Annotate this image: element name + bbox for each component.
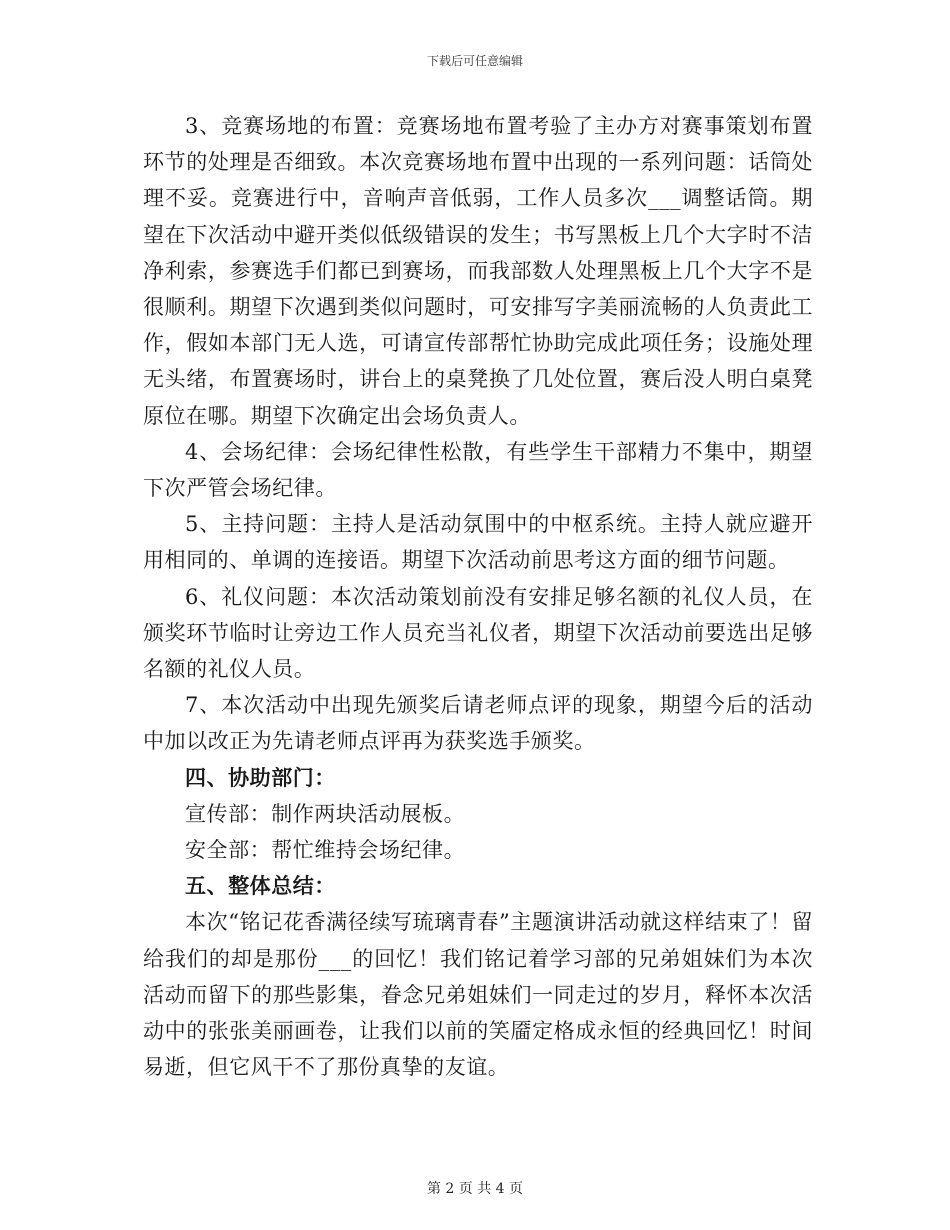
paragraph-summary: 本次“铭记花香满径续写琉璃青春”主题演讲活动就这样结束了！留给我们的却是那份___的回忆！我们铭记着学习部的兄弟姐妹们为本次活动而留下的那些影集，眷念兄弟姐妹们一同走过的岁月，释怀本次活动中的张张美丽画卷，让我们以前的笑靥定格成永恒的经典回忆！时间易逝，但它风干不了那份真挚的友谊。 [143,910,813,1080]
paragraph-host-issue: 5、主持问题：主持人是活动氛围中的中枢系统。主持人就应避开用相同的、单调的连接语。期望下次活动前思考这方面的细节问题。 [143,512,813,573]
paragraph-venue-discipline: 4、会场纪律：会场纪律性松散，有些学生干部精力不集中，期望下次严管会场纪律。 [143,439,813,501]
section-heading-overall-summary: 五、整体总结： [185,873,336,899]
paragraph-venue-layout: 3、竞赛场地的布置：竞赛场地布置考验了主办方对赛事策划布置环节的处理是否细致。本次竞赛场地布置中出现的一系列问题：话筒处理不妥。竞赛进行中，音响声音低弱，工作人员多次___调整话筒。期望在下次活动中避开类似低级错误的发生；书写黑板上几个大字时不洁净利索，参赛选手们都已到赛场，而我部数人处理黑板上几个大字不是很顺利。期望下次遇到类似问题时，可安排写字美丽流畅的人负责此工作，假如本部门无人选，可请宣传部帮忙协助完成此项任务；设施处理无头绪，布置赛场时，讲台上的桌凳换了几处位置，赛后没人明白桌凳原位在哪。期望下次确定出会场负责人。 [143,114,813,428]
page-number: 第 2 页 共 4 页 [426,1181,524,1197]
paragraph-publicity-dept: 宣传部：制作两块活动展板。 [185,801,466,826]
document-body [143,108,813,1085]
paragraph-security-dept: 安全部：帮忙维持会场纪律。 [185,838,466,863]
paragraph-award-order: 7、本次活动中出现先颁奖后请老师点评的现象，期望今后的活动中加以改正为先请老师点评再为获奖选手颁奖。 [143,693,813,754]
section-heading-assisting-departments: 四、协助部门： [185,764,336,790]
paragraph-etiquette-issue: 6、礼仪问题：本次活动策划前没有安排足够名额的礼仪人员，在颁奖环节临时让旁边工作人员充当礼仪者，期望下次活动前要选出足够名额的礼仪人员。 [143,584,813,682]
page-header: 下载后可任意编辑 [426,54,523,68]
